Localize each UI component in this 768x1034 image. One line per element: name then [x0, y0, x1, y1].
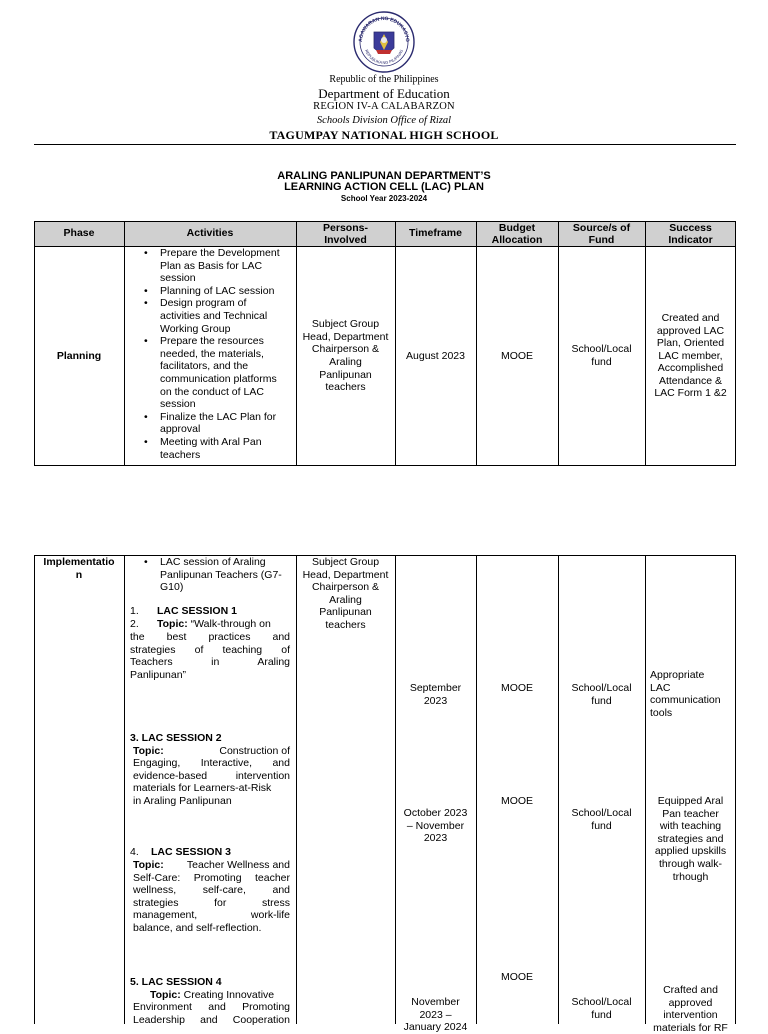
phase-planning: Planning: [56, 349, 102, 362]
session-1-timeframe: September 2023: [409, 682, 462, 707]
session-3-title: LAC SESSION 3: [151, 846, 231, 858]
lac-session-3: 4. LAC SESSION 3 Topic: Teacher Wellness and Self-Care: Promoting teacher wellness, self-care, and strategies for stress management, work-life balance, and self-reflection.: [130, 846, 290, 934]
header-source-of-fund: Source/s of Fund: [558, 221, 645, 246]
session-4-source: School/Local fund: [571, 996, 632, 1021]
planning-budget: MOOE: [500, 349, 534, 362]
republic-line: Republic of the Philippines: [329, 74, 439, 85]
school-name: TAGUMPAY NATIONAL HIGH SCHOOL: [269, 128, 499, 142]
session-2-title: 3. LAC SESSION 2: [130, 732, 222, 744]
persons-line: Chairperson &: [311, 581, 380, 594]
department-line: Department of Education: [318, 86, 450, 101]
persons-line: Subject Group: [311, 318, 380, 331]
list-item: • Planning of LAC session: [160, 285, 293, 298]
success-indicator-line: LAC member,: [658, 349, 723, 362]
header-persons-involved: Persons- Involved: [296, 221, 395, 246]
planning-source: [558, 246, 645, 466]
persons-line: teachers: [325, 618, 366, 631]
implementation-intro-item: • LAC session of Araling Panlipunan Teachers (G7- G10): [160, 556, 326, 594]
lac-session-4: 5. LAC SESSION 4 Topic: Creating Innovative Environment and Promoting Leadership and Cooperation: [130, 976, 290, 1026]
session-2-source: School/Local fund: [571, 807, 632, 832]
session-4-timeframe: November 2023 – January 2024: [403, 996, 468, 1034]
seal-bottom-text: REPUBLIKA NG PILIPINAS: [364, 48, 404, 66]
list-item: • Prepare the resources needed, the materials, facilitators, and the communication platforms on the conduct of LAC session: [160, 335, 293, 411]
header-budget-allocation: Budget Allocation: [476, 221, 558, 246]
source-line: School/Local: [571, 343, 632, 356]
deped-seal-logo: [352, 10, 416, 74]
list-item: • Finalize the LAC Plan for approval: [160, 411, 293, 436]
persons-line: Araling: [329, 356, 362, 368]
seal-top-text: AGAWARAN NG EDUKASYO: [357, 15, 411, 43]
header-success-indicator: Success Indicator: [645, 221, 736, 246]
lac-session-2: 3. LAC SESSION 2 Topic: Construction of Engaging, Interactive, and evidence-based intervention materials for Learners-at-Risk in Araling Panlipunan: [130, 732, 290, 807]
school-year: School Year 2023-2024: [340, 194, 428, 203]
success-indicator-line: Created and: [661, 311, 720, 324]
planning-timeframe: August 2023: [406, 349, 465, 362]
session-2-budget: MOOE: [500, 795, 534, 807]
planning-persons: [296, 246, 395, 466]
session-1-budget: MOOE: [500, 682, 534, 694]
session-2-success-indicator: Equipped Aral Pan teacher with teaching strategies and applied upskills through walk- trhough: [654, 795, 727, 883]
session-2-timeframe: October 2023 – November 2023: [403, 807, 468, 845]
session-4-budget: MOOE: [500, 971, 534, 983]
phase-implementation: Implementatio n: [43, 556, 115, 581]
list-item: • Prepare the Development Plan as Basis for LAC session: [160, 247, 293, 285]
division-line: Schools Division Office of Rizal: [316, 115, 452, 126]
planning-activities-list: [124, 247, 293, 461]
success-indicator-line: approved LAC: [656, 324, 725, 337]
persons-line: Panlipunan: [319, 368, 372, 381]
session-1-success-indicator: Appropriate LAC communication tools: [650, 669, 721, 719]
header-divider: [34, 144, 736, 145]
header-timeframe: Timeframe: [395, 221, 476, 246]
persons-line: Chairperson &: [311, 343, 380, 356]
success-indicator-line: Attendance &: [658, 374, 723, 387]
implementation-persons: [296, 555, 395, 632]
list-item: • Design program of activities and Technical Working Group: [160, 297, 293, 335]
lac-plan-table-planning: [34, 221, 736, 466]
planning-activities: [124, 246, 296, 466]
document-subtitle: LEARNING ACTION CELL (LAC) PLAN: [284, 181, 484, 193]
session-4-success-indicator: Crafted and approved intervention materials for RF: [653, 984, 728, 1034]
header-activities: Activities: [124, 221, 296, 246]
session-1-source: School/Local fund: [571, 682, 632, 707]
success-indicator-line: LAC Form 1 &2: [654, 387, 727, 400]
lac-session-1: 1. LAC SESSION 1 2. Topic: “Walk-through on the best practices and strategies of teaching of Teachers in Araling Panlipunan”: [130, 605, 290, 681]
persons-line: Araling: [329, 593, 362, 606]
persons-line: Head, Department: [302, 330, 389, 343]
lac-plan-table-implementation: [34, 555, 736, 1034]
source-line: fund: [591, 356, 612, 368]
session-4-title: 5. LAC SESSION 4: [130, 976, 222, 988]
planning-success-indicator: [645, 246, 736, 466]
header-phase: Phase: [34, 221, 124, 246]
list-item: • Meeting with Aral Pan teachers: [160, 436, 293, 461]
persons-line: Panlipunan: [319, 606, 372, 619]
persons-line: Head, Department: [302, 568, 389, 581]
persons-line: teachers: [325, 381, 366, 394]
document-title: ARALING PANLIPUNAN DEPARTMENT’S: [277, 170, 491, 182]
implementation-activities: [124, 555, 296, 1024]
success-indicator-line: Accomplished: [657, 362, 724, 375]
persons-line: Subject Group: [311, 556, 380, 568]
region-line: REGION IV-A CALABARZON: [313, 101, 455, 112]
session-1-title: LAC SESSION 1: [157, 605, 237, 617]
success-indicator-line: Plan, Oriented: [656, 337, 725, 350]
